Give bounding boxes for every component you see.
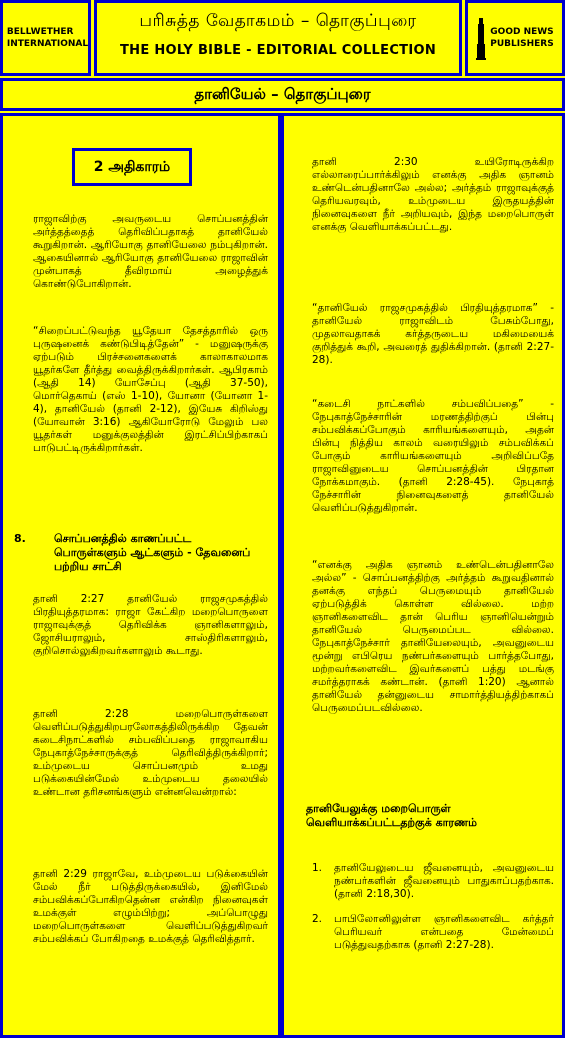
left-paragraph-2 xyxy=(33,325,268,455)
bellwether-logo xyxy=(3,3,88,73)
right-p3-text: “கடைசி நாட்களில் சம்பவிப்பதை” - நேபுகாத்நேச்சாரின் மரணத்திற்குப் பின்பு சம்பவிக்கப்போகும் காரியங்களையும், அதன் பின்பு நித்திய காலம் வரையிலும் சம்பவிக்கப் போகும் காரியங்களையும் அறிவிப்பதே ராஜாவினுடைய சொப்பனத்தின் பிரதான நோக்கமாகும். (தானி 2:28-45). நேபுகாத் நேச்சாரின் நினைவுகளைத் தானியேல் வெளிப்படுத்துகிறான். xyxy=(312,398,554,514)
section-heading xyxy=(14,532,266,576)
left-paragraph-5 xyxy=(33,868,268,946)
good-news-logo-text xyxy=(490,26,553,50)
left-column xyxy=(0,113,281,1038)
chapter-label: 2 அதிகாரம் xyxy=(72,148,192,186)
right-p4-text: “எனக்கு அதிக ஞானம் உண்டென்பதினாலே அல்ல” - சொப்பனத்திற்கு அர்த்தம் கூறுவதினால் தனக்கு எந்தப் பெருமையும் தானியேல் ஏற்படுத்திக் கொள்ள வில்லை. மற்ற ஞானிகளைவிட தான் பெரிய ஞானியென்றும் தானியேல் பெருமைப்பட வில்லை. நேபுகாத்நேச்சார் தானியேலையும், அவனுடைய மூன்று எபிரெய நண்பர்களையும் பார்த்தபோது, மற்றவர்களைவிட இவர்களைப் பத்து மடங்கு சமர்த்தராகக் கண்டான். (தானி 1:20) ஆனால் தானியேல் தன்னுடைய சாமார்த்தியத்திற்காகப் பெருமைப்படவில்லை. xyxy=(312,559,554,714)
reason-number: 1. xyxy=(312,862,323,874)
right-p1-text: தானி 2:30 உயிரோடிருக்கிற எல்லாரைப்பார்க்கிலும் எனக்கு அதிக ஞானம் உண்டென்பதினாலே அல்ல; அர்த்தம் ராஜாவுக்குத் தெரியவரவும், உம்முடைய இருதயத்தின் நினைவுகளை நீர் அறியவும், இந்த மறைபொருள் எனக்கு வெளியாக்கப்பட்டது. xyxy=(312,156,554,233)
reasons-ol xyxy=(312,862,554,952)
reasons-heading: தானியேலுக்கு மறைபொருள் வெளியாக்கப்பட்டதற்குக் காரணம் xyxy=(306,802,477,829)
right-paragraph-2 xyxy=(312,302,554,367)
reason-text: பாபிலோனிலுள்ள ஞானிகளைவிட கர்த்தர் பெரியவர் என்பதை மேன்மைப் படுத்துவதற்காக (தானி 2:27-28). xyxy=(334,913,554,951)
left-p2-text: “சிறைப்பட்டுவந்த யூதேயா தேசத்தாரில் ஒரு புருஷனைக் கண்டுபிடித்தேன்” - மனுஷருக்கு ஏற்படும் பிரச்சனைகளைக் காலாகாலமாக யூதர்களே தீர்த்து வைத்திருக்கிறார்கள். ஆபிரகாம் (ஆதி 14) யோசேப்பு (ஆதி 37-50), மொர்தெகாய் (எஸ் 1-10), யோனா (யோனா 1-4), தானியேல் (தானி 2-12), இயேசு கிறிஸ்து (யோவான் 3:16) ஆகியோரோடு மேலும் பல யூதர்கள் மனுக்குலத்தின் இரட்சிப்பிற்காகப் பாடுபட்டிருக்கிறார்கள். xyxy=(33,325,268,454)
left-p3-text: தானி 2:27 தானியேல் ராஜசமுகத்தில் பிரதியுத்தரமாக: ராஜா கேட்கிற மறைபொருளை ராஜாவுக்குத் தெரிவிக்க ஞானிகளாலும், ஜோசியராலும், சாஸ்திரிகளாலும், குறிசொல்லுகிறவர்களாலும் கூடாது. xyxy=(33,593,268,657)
tower-icon xyxy=(476,16,486,60)
section-heading-number: 8. xyxy=(14,532,26,545)
bellwether-logo-text xyxy=(7,26,88,50)
title-english: THE HOLY BIBLE - EDITORIAL COLLECTION xyxy=(119,43,436,58)
good-news-logo xyxy=(468,3,562,73)
bellwether-line2: INTERNATIONAL xyxy=(6,39,89,49)
right-paragraph-1 xyxy=(312,156,554,234)
list-item xyxy=(312,913,554,952)
title-tamil: பரிசுத்த வேதாகமம் – தொகுப்புரை xyxy=(139,11,417,31)
reasons-list xyxy=(312,862,554,964)
good-news-logo-box xyxy=(465,0,565,76)
left-paragraph-3 xyxy=(33,593,268,658)
left-p1-text: ராஜாவிற்கு அவருடைய சொப்பனத்தின் அர்த்தத்தைத் தெரிவிப்பதாகத் தானியேல் கூறுகிறான். ஆரியோகு தானியேலை நம்புகிறான். ஆகையினால் ஆரியோகு தானியேலை ராஜாவின் முன்பாகத் தீவிரமாய் அழைத்துக் கொண்டுபோகிறான். xyxy=(33,213,268,290)
bellwether-logo-box xyxy=(0,0,91,76)
list-item xyxy=(312,862,554,901)
bellwether-line1: BELLWETHER xyxy=(6,27,74,37)
title-box xyxy=(94,0,462,76)
right-column xyxy=(281,113,565,1038)
left-p5-text: தானி 2:29 ராஜாவே, உம்முடைய படுக்கையின் மேல் நீர் படுத்திருக்கையில், இனிமேல் சம்பவிக்கப்போகிறதென்ன என்கிற நினைவுகள் உமக்குள் எழும்பிற்று; அப்பொழுது மறைபொருள்களை வெளிப்படுத்துகிறவர் சம்பவிக்கப் போகிறதை உமக்குத் தெரிவித்தார். xyxy=(33,868,268,945)
right-paragraph-3 xyxy=(312,398,554,515)
chapter-bar xyxy=(0,78,565,111)
right-p2-text: “தானியேல் ராஜசமுகத்தில் பிரதியுத்தரமாக” - தானியேல் ராஜாவிடம் பேசும்போது, முதலாவதாகக் கர்த்தருடைய மகிமையைக் குறித்துக் கூறி, அவரைத் துதிக்கிறான். (தானி 2:27-28). xyxy=(312,302,554,366)
left-p4-text: தானி 2:28 மறைபொருள்களை வெளிப்படுத்துகிறபரலோகத்திலிருக்கிற தேவன் கடைசிநாட்களில் சம்பவிப்பதை ராஜாவாகிய நேபுகாத்நேச்சாருக்குத் தெரிவித்திருக்கிறார்; உம்முடைய சொப்பனமும் உமது படுக்கையின்மேல் உம்முடைய தலையில் உண்டான தரிசனங்களும் என்னவென்றால்: xyxy=(33,708,268,798)
reason-text: தானியேலுடைய ஜீவனையும், அவனுடைய நண்பர்களின் ஜீவனையும் பாதுகாப்பதற்காக. (தானி 2:18,30). xyxy=(334,862,554,900)
reason-number: 2. xyxy=(312,913,323,925)
section-heading-text: சொப்பனத்தில் காணப்பட்ட பொருள்களும் ஆட்களும் - தேவனைப் பற்றிய சாட்சி xyxy=(54,532,251,573)
good-news-line1: GOOD NEWS xyxy=(490,27,554,37)
book-title: தானியேல் – தொகுப்புரை xyxy=(194,85,371,103)
left-paragraph-4 xyxy=(33,708,268,799)
left-paragraph-1 xyxy=(33,213,268,291)
good-news-line2: PUBLISHERS xyxy=(490,39,554,49)
right-paragraph-4 xyxy=(312,559,554,715)
